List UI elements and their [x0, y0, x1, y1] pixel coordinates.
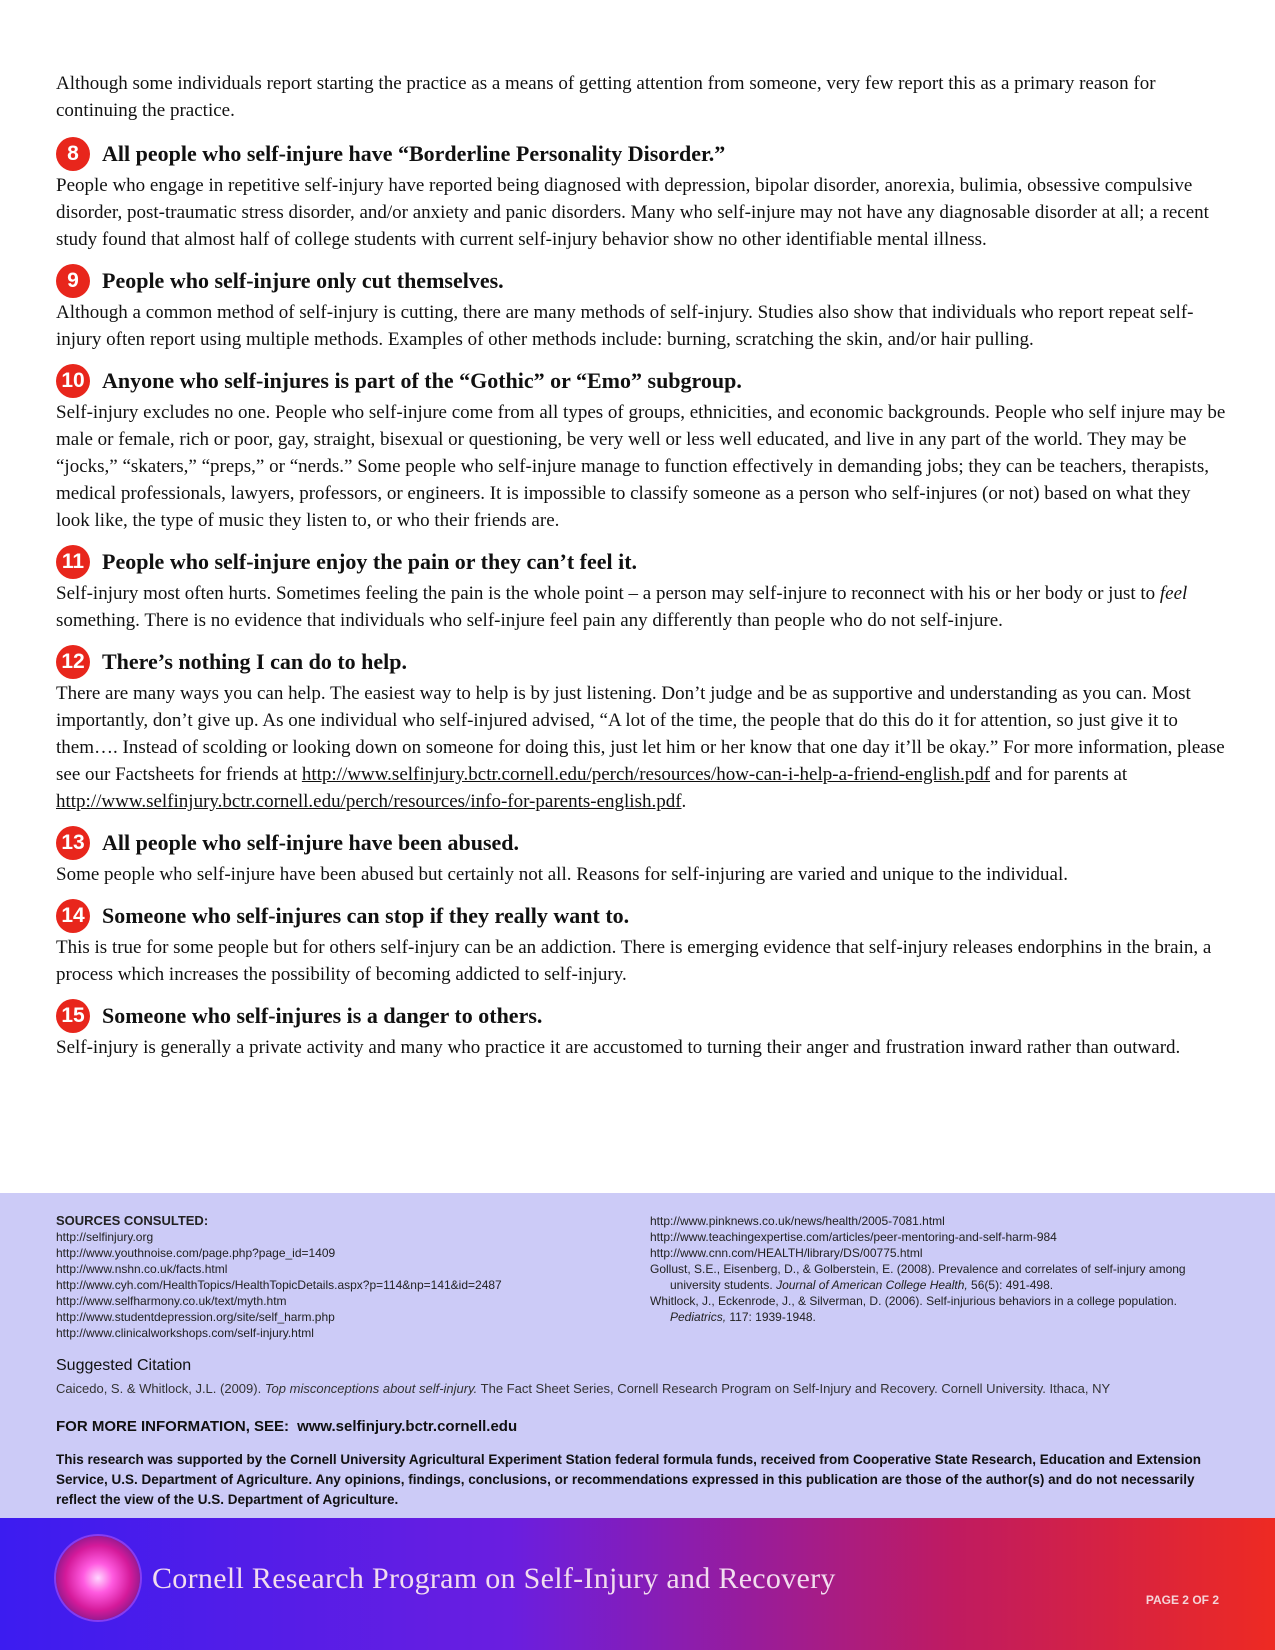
program-logo-orb	[56, 1536, 140, 1620]
myth-8	[56, 136, 1226, 253]
myth-title: There’s nothing I can do to help.	[102, 649, 407, 674]
source-url: http://www.pinknews.co.uk/news/health/2005-7081.html	[650, 1214, 945, 1228]
myth-body: Self-injury excludes no one. People who self-injure come from all types of groups, ethnicities, and economic backgrounds. People who self injure may be male or female, rich or poor, gay, straight, bisexual or questioning, be very well or less well educated, and live in any part of the world. They may be “jocks,” “skaters,” “preps,” or “nerds.” Some people who self-injure manage to function effectively in demanding jobs; they can be teachers, therapists, medical professionals, lawyers, professors, or engineers. It is impossible to classify someone as a person who self-injures (or not) based on what they look like, the type of music they listen to, or who their friends are.	[56, 402, 1226, 531]
reference-text: 56(5): 491-498.	[967, 1278, 1054, 1292]
source-url: http://www.youthnoise.com/page.php?page_id=1409	[56, 1246, 336, 1260]
myth-15	[56, 998, 1226, 1061]
reference-journal: Journal of American College Health,	[776, 1278, 968, 1292]
more-info-label: FOR MORE INFORMATION, SEE:	[56, 1418, 290, 1435]
myth-body-emphasis: feel	[1159, 583, 1188, 604]
myth-header	[56, 363, 1226, 399]
sources-section	[0, 1193, 1275, 1518]
source-url: http://www.cyh.com/HealthTopics/HealthTopicDetails.aspx?p=114&np=141&id=2487	[56, 1278, 502, 1292]
myth-number-badge: 11	[56, 545, 90, 579]
friends-factsheet-link[interactable]: http://www.selfinjury.bctr.cornell.edu/perch/resources/how-can-i-help-a-friend-english.pdf	[301, 764, 991, 785]
myth-title: All people who self-injure have been abused.	[102, 830, 520, 855]
myth-title: Someone who self-injures is a danger to others.	[102, 1003, 543, 1028]
myth-title: All people who self-injure have “Borderline Personality Disorder.”	[102, 141, 726, 166]
myth-11	[56, 544, 1226, 634]
source-url: http://www.studentdepression.org/site/self_harm.php	[56, 1310, 335, 1324]
myth-number-badge: 14	[56, 899, 90, 933]
myth-10	[56, 363, 1226, 534]
myth-header	[56, 825, 1226, 861]
reference-text: 117: 1939-1948.	[726, 1310, 816, 1324]
source-url: http://www.nshn.co.uk/facts.html	[56, 1262, 228, 1276]
myth-title: Anyone who self-injures is part of the “Gothic” or “Emo” subgroup.	[102, 368, 742, 393]
source-url: http://selfinjury.org	[56, 1230, 154, 1244]
myth-body: People who engage in repetitive self-injury have reported being diagnosed with depression, bipolar disorder, anorexia, bulimia, obsessive compulsive disorder, post-traumatic stress disorder, and/or anxiety and panic disorders. Many who self-injure may not have any diagnosable disorder at all; a recent study found that almost half of college students with current self-injury behavior show no other identifiable mental illness.	[56, 175, 1209, 250]
source-reference-gollust	[650, 1261, 1230, 1293]
myth-body-text: .	[681, 791, 687, 812]
myth-body-text: and for parents at	[990, 764, 1128, 785]
myth-number-badge: 9	[56, 264, 90, 298]
myth-body: Self-injury is generally a private activity and many who practice it are accustomed to turning their anger and frustration inward rather than outward.	[56, 1037, 1181, 1058]
myth-title: People who self-injure only cut themselves.	[102, 268, 504, 293]
myth-body-text: Self-injury most often hurts. Sometimes feeling the pain is the whole point – a person may self-injure to reconnect with his or her body or just to	[56, 583, 1160, 604]
myth-body-text: something. There is no evidence that individuals who self-injure feel pain any differently than people who do not self-injure.	[56, 610, 1003, 631]
myth-body-text: There are many ways you can help. The easiest way to help is by just listening. Don’t judge and be as supportive and understanding as you can. Most importantly, don’t give up. As one individual who self-injured advised, “A lot of the time, the people that do this do it for attention, so just give it to them…. Instead of scolding or looking down on someone for doing this, just let him or her know that one day it’ll be okay.” For more information, please see our Factsheets for friends at	[56, 683, 1225, 785]
funding-disclaimer: This research was supported by the Cornell University Agricultural Experiment Station federal formula funds, received from Cooperative State Research, Education and Extension Service, U.S. Department of Agriculture. Any opinions, findings, conclusions, or recommendations expressed in this publication are those of the author(s) and do not necessarily reflect the view of the U.S. Department of Agriculture.	[56, 1452, 1202, 1507]
myth-number-badge: 8	[56, 137, 90, 171]
page-number: PAGE 2 OF 2	[1145, 1593, 1219, 1607]
source-url: http://www.selfharmony.co.uk/text/myth.htm	[56, 1294, 287, 1308]
main-content	[56, 70, 1226, 1071]
source-url: http://www.clinicalworkshops.com/self-injury.html	[56, 1326, 314, 1340]
myth-title: People who self-injure enjoy the pain or they can’t feel it.	[102, 549, 638, 574]
reference-text: Whitlock, J., Eckenrode, J., & Silverman, D. (2006). Self-injurious behaviors in a college population.	[650, 1294, 1177, 1308]
reference-journal: Pediatrics,	[670, 1310, 727, 1324]
sources-right-column	[650, 1213, 1230, 1325]
source-url: http://www.teachingexpertise.com/articles/peer-mentoring-and-self-harm-984	[650, 1230, 1057, 1244]
myth-title: Someone who self-injures can stop if they really want to.	[102, 903, 630, 928]
citation-text	[56, 1381, 1110, 1396]
program-name: Cornell Research Program on Self-Injury and Recovery	[152, 1562, 836, 1595]
more-info-url[interactable]: www.selfinjury.bctr.cornell.edu	[297, 1418, 518, 1435]
myth-13	[56, 825, 1226, 888]
source-reference-whitlock	[650, 1293, 1230, 1325]
myth-header	[56, 998, 1226, 1034]
myth-body: Although a common method of self-injury is cutting, there are many methods of self-injury. Studies also show that individuals who report repeat self-injury often report using multiple methods. Examples of other methods include: burning, scratching the skin, and/or hair pulling.	[56, 302, 1194, 350]
myth-header	[56, 136, 1226, 172]
myth-number-badge: 10	[56, 364, 90, 398]
source-url: http://www.cnn.com/HEALTH/library/DS/00775.html	[650, 1246, 923, 1260]
myth-header	[56, 898, 1226, 934]
myth-body	[56, 580, 1226, 634]
myth-number-badge: 12	[56, 645, 90, 679]
citation-authors: Caicedo, S. & Whitlock, J.L. (2009).	[56, 1381, 265, 1396]
myth-9	[56, 263, 1226, 353]
myth-header	[56, 263, 1226, 299]
intro-paragraph: Although some individuals report starting the practice as a means of getting attention from someone, very few report this as a primary reason for continuing the practice.	[56, 73, 1156, 121]
myth-body: Some people who self-injure have been abused but certainly not all. Reasons for self-injuring are varied and unique to the individual.	[56, 864, 1068, 885]
myth-body	[56, 680, 1226, 815]
citation-title: Top misconceptions about self-injury.	[264, 1381, 478, 1396]
sources-heading: SOURCES CONSULTED:	[56, 1213, 209, 1228]
myth-number-badge: 13	[56, 826, 90, 860]
myth-header	[56, 644, 1226, 680]
myth-body: This is true for some people but for others self-injury can be an addiction. There is emerging evidence that self-injury releases endorphins in the brain, a process which increases the possibility of becoming addicted to self-injury.	[56, 937, 1212, 985]
myth-header	[56, 544, 1226, 580]
reference-text: Gollust, S.E., Eisenberg, D., & Golberstein, E. (2008). Prevalence and correlates of self-injury among university students.	[650, 1262, 1186, 1292]
citation-heading: Suggested Citation	[56, 1357, 192, 1374]
myth-number-badge: 15	[56, 999, 90, 1033]
myth-14	[56, 898, 1226, 988]
more-info-line	[56, 1418, 517, 1435]
sources-left-column	[56, 1213, 616, 1341]
parents-factsheet-link[interactable]: http://www.selfinjury.bctr.cornell.edu/perch/resources/info-for-parents-english.pdf	[56, 791, 682, 812]
citation-publisher: The Fact Sheet Series, Cornell Research Program on Self-Injury and Recovery. Cornell University. Ithaca, NY	[477, 1381, 1111, 1396]
myth-12	[56, 644, 1226, 815]
footer-banner	[0, 1518, 1275, 1650]
